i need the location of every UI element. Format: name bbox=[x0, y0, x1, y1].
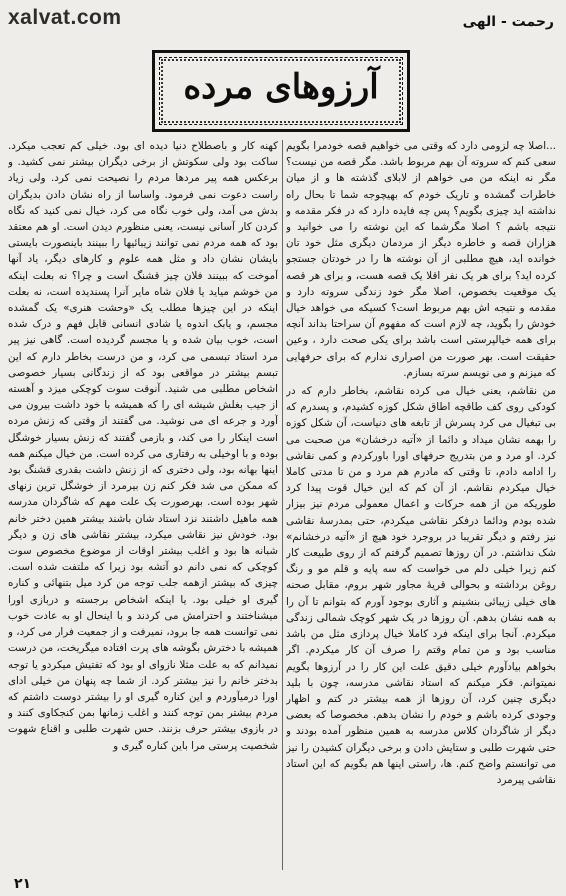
page-number: ۲۱ bbox=[14, 876, 32, 892]
watermark-text[interactable]: xalvat.com bbox=[8, 6, 122, 29]
right-column bbox=[286, 138, 556, 878]
right-column-paragraph-1: ...اصلا چه لزومی دارد که وقتی می خواهیم قصه خودمرا بگویم سعی کنم که سروته آن بهم مربوط باشد. مگر قصه من نیست؟ مگر نه اینکه من می خواهم از لابلای گذشته ها و از میان خاطرات گمشده و تاریک خودم که بهیچوجه شما تا بحال راه نداشته اید چیزی بگویم؟ پس چه فایده دارد که در فکر مقدمه و نتیجه باشم ؟ اصلا مگرشما که این نوشته را می خوانید و هزاران قصه و خاطره دیگر از مردمان دیگری مثل خود تان خوانده اید، هیچ مطلبی از آن نوشته ها را در خودتان جستجو کرده اید؟ برای هر یک نفر اقلا یک قصه هست، و برای هر قصه یک موقعیت بخصوص، اصلا مگر خود زندگی سروته دارد و مقدمه و نتیجه اش بهم مربوط است؟ کسیکه می خواهد خیال خودش را بگوید، چه لازم است که مفهوم آن سراحتا بداند آنچه برای همه خیالپرستی است باشد برای یکی صحت دارد ، وعین حقیقت است. بهر صورت من اصراری ندارم که برای حرفهایی که میزنم و می نویسم سرته بسازم. bbox=[286, 140, 556, 379]
right-column-paragraph-2: من نقاشم، یعنی خیال می کرده نقاشم، بخاطر دارم که در کودکی روی کف طاقچه اطاق شکل کوزه کشیدم، و پسدرم که بی تبغیال می کرد پسرش از تابغه های دنیاست، آن شکل کوزه را بهمه نشان میداد و دائما از «آتیه درخشان» من صحبت می کرد. او مرد و من بتدریج حرفهای اورا باورکردم و کمی نقاشی را ادامه دادم، تا وقتی که مادرم هم مرد و من تا مدتی کاملا خیال میکردم نقاشم. از آن کم که این خیال قوت پیدا کرد طوریکه من از همه حرکات و اعمال معمولی مردم نیز بیزار شده بودم ودائما درفکر نقاشی میکردم، حتی بمدرسهٔ نقاشی نیز رفتم و دیگر تقریبا در بروجرد خود هیچ از «آتیه درخشانم» شک نداشتم. در آن روزها تصمیم گرفتم که از روی طبیعت کار کنم زیرا خیلی دلم می خواست که سه پایه و قلم مو و رنگ روغن برداشته و بحوالی قریهٔ مجاور شهر بروم، مقابل صحنه های خیلی زیبائی بنشینم و آثاری بوجود آورم که بتوانم تا آن را به همه نشان بدهم. آن روزها در یک شهر کوچک شمالی زندگی میکردم. آنجا برای اینکه فرد کاملا خیال پردازی مثل من باشد مناسب بود و من تمام وقتم را صرف آن کار میکردم. اگر بخواهم بیادآورم خیلی دقیق علت این کار را در آرزوها بگویم نمیتوانم. فکر میکنم که استاد نقاشی مدرسه، چون با بلید دیگری چنین کرد، آن روزها از همه بیشتر در کتم و اظهار وجودی کرده باشم و خودم را نشان بدهم. مخصوصا که بعضی دیگر از شاگردان کلاس مدرسه به همین منظور آمده بودند و حتی شهرت طلبی و ستایش دادن و برخی دیگران کشیدن را نیز می توانستم واضح کنم. ها، راستی اینها هم بگویم که این استاد نقاشی پیرمرد bbox=[286, 385, 556, 786]
article-title: آرزوهای مرده bbox=[183, 67, 379, 107]
column-divider bbox=[282, 140, 283, 870]
left-column-paragraph-1: کهنه کار و باصطلاح دنیا دیده ای بود. خیلی کم تعجب میکرد. ساکت بود ولی سکوتش از برخی دیگران بیشتر نمی کشید. و برعکس همه پیر مردها مردم را نصیحت نمی کرد. ولی زیاد راست دعوت نمی فرمود. واساسا از راه نشان دادن بدیگران بدش می آمد، ولی خوب نگاه می کرد، خیال نمی کنید که نگاه کردن کار آسانی نیست، یعنی منظورم دیدن است. او هم معتقد بود که همه مردم نمی توانند زیبائیها را ببینند باینصورت بایستی بایشان نشان داد و مثل همه علوم و کارهای دیگر، یاد آنها آموخت که ببینند فلان چیز قشنگ است و چرا؟ نه بعلت اینکه من خوشم میاید یا فلان شاه مایر آنرا پسندیده است، نه بعلت اینکه در این چیزها مطلب یک «وحشت هنری» یک گمشده مجسم، و یابک اندوه یا شادی انسانی قابل فهم و درک شده است، خوب بیان شده و یا مجسم گردیده است. گاهی نیز پیر مرد استاد تبسمی می کرد، و من درست بخاطر دارم که این تبسم بیشتر در مواقعی بود که از زندگانی بسیار خصوصی اشخاص مطلبی می شنید. آنوقت سوت کوچکی میزد و آهسته از جیب بغلش شیشه ای را که همیشه با خود داشت بیرون می آورد و جرعه ای می نوشید. می گفتند از وقتی که زنش مرده است اینکار را می کند، و بازمی گفتند که زنش بسیار خوشگل بوده و با اوخیلی به رفتاری می کرده است. من خیال میکنم همه اینها بهانه بود، ولی دختری که از زنش داشت بقدری قشنگ بود که ممکن می شد فکر کنم زن بیرمرد از خوشگل ترین زنهای شهر بوده است. بهرصورت یک علت مهم که شاگردان مدرسه همه ماهیل داشتند نزد استاد شان باشند بیشتر همین دختر خانم بود. خودش نیز نقاشی میکرد، بیشتر نقاشی های زن و دیگر شبانه ها بود و اغلب بیشتر اوقات از موضوع مخصوص سوت کوچکی که نمی دانم دو آتشه بود زیرا که ملتفت شده است. چیزی که بیشتر ازهمه جلب توجه من کرد میل بتنهائی و کناره گیری او خیلی بود. یا اینکه اشخاص برجسته و دربازی اورا میشناختند و احترامش می کردند و با اینحال او به عادت خوب نمی توانست همه جا برود، نمیرفت و از جمعیت فرار می کرد، و همیشه با دخترش بگوشه های پرت افتاده میگریخت، من درست نمیدانم که به علت مثلا نازوای او بود که تفتیش میکردو یا توجه بدختر خانم را نیز بیشتر کرد. از شما چه پنهان من خیلی ادای اورا درمیآوردم و این کناره گیری او را بیشتر دوست داشتم که مردم بیشتر بمن توجه کنند و اغلب زمانها بمن کنجکاوی کنند و در بازوی بیشتر حرف بزنند. حس شهرت طلبی و اقناع شهوت شخصیت پرستی مرا باین کناره گیری و bbox=[8, 140, 278, 752]
left-column bbox=[8, 138, 278, 878]
section-label: رحمت - الهی bbox=[462, 14, 554, 30]
title-frame bbox=[152, 50, 410, 132]
